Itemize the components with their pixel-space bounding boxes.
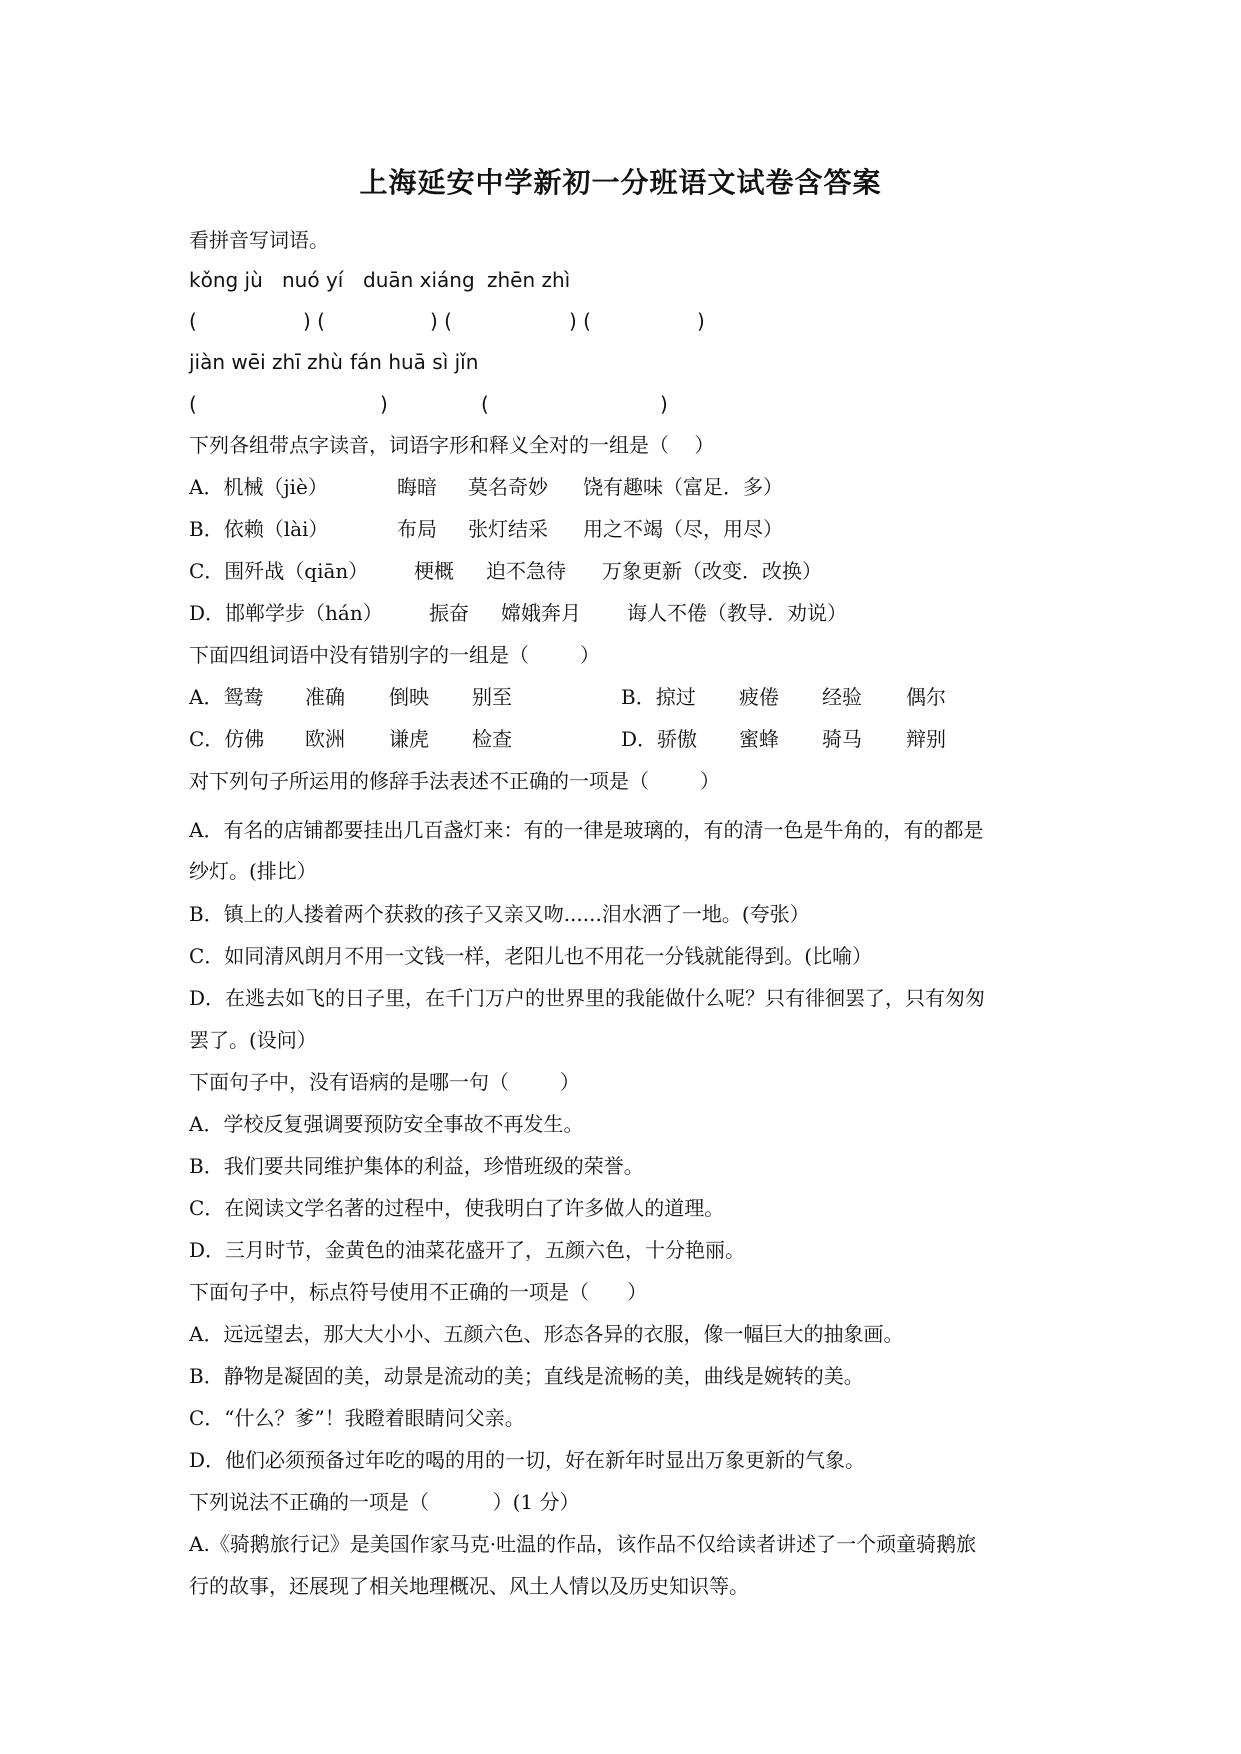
q4-line: D．在逃去如飞的日子里，在千门万户的世界里的我能做什么呢？只有徘徊罢了，只有匆匆 bbox=[189, 986, 986, 1010]
pinyin-item: duān xiáng bbox=[363, 268, 475, 292]
q5-option: D．三月时节，金黄色的油菜花盛开了，五颜六色，十分艳丽。 bbox=[189, 1238, 746, 1262]
q3-word: 疲倦 bbox=[739, 685, 779, 709]
q3-word: 经验 bbox=[822, 685, 862, 709]
answer-blank-open: ( bbox=[189, 309, 197, 333]
q4-stem: 对下列句子所运用的修辞手法表述不正确的一项是（ ） bbox=[189, 769, 720, 793]
q3-word: D．骄傲 bbox=[621, 727, 698, 751]
pinyin-item: fán huā sì jǐn bbox=[350, 350, 479, 374]
answer-blank-close: ) bbox=[697, 309, 705, 333]
q1-prompt: 看拼音写词语。 bbox=[189, 228, 329, 252]
q2-option-b-word2: 布局 bbox=[397, 517, 437, 541]
q5-option: B．我们要共同维护集体的利益，珍惜班级的荣誉。 bbox=[189, 1154, 644, 1178]
q6-option: A．远远望去，那大大小小、五颜六色、形态各异的衣服，像一幅巨大的抽象画。 bbox=[189, 1322, 904, 1346]
q3-word: 别至 bbox=[472, 685, 512, 709]
q2-option-a-word1: A．机械（jiè） bbox=[189, 475, 328, 499]
q2-option-d-word3: 嫦娥奔月 bbox=[501, 601, 581, 625]
q3-word: B．掠过 bbox=[621, 685, 696, 709]
q4-line: 罢了。(设问） bbox=[189, 1028, 317, 1052]
q3-word: 辩别 bbox=[906, 727, 946, 751]
q2-option-d-word4: 诲人不倦（教导．劝说） bbox=[627, 601, 847, 625]
q2-option-c-word2: 梗概 bbox=[414, 559, 454, 583]
q4-line: A．有名的店铺都要挂出几百盏灯来：有的一律是玻璃的，有的清一色是牛角的，有的都是 bbox=[189, 818, 984, 842]
answer-blank-close: ) bbox=[380, 392, 388, 416]
q7-line: 行的故事，还展现了相关地理概况、风土人情以及历史知识等。 bbox=[189, 1574, 749, 1598]
q5-option: C．在阅读文学名著的过程中，使我明白了许多做人的道理。 bbox=[189, 1196, 725, 1220]
q6-stem: 下面句子中，标点符号使用不正确的一项是（ ） bbox=[189, 1280, 648, 1304]
q2-option-c-word1: C．围歼战（qiān） bbox=[189, 559, 369, 583]
q2-option-b-word4: 用之不竭（尽，用尽） bbox=[583, 517, 783, 541]
q3-stem: 下面四组词语中没有错别字的一组是（ ） bbox=[189, 643, 600, 667]
q2-option-c-word3: 迫不急待 bbox=[486, 559, 566, 583]
pinyin-item: nuó yí bbox=[282, 268, 344, 292]
q3-word: 倒映 bbox=[389, 685, 429, 709]
q3-word: A．鸳鸯 bbox=[189, 685, 264, 709]
q7-line: A.《骑鹅旅行记》是美国作家马克·吐温的作品，该作品不仅给读者讲述了一个顽童骑鹅旅 bbox=[189, 1532, 977, 1556]
q2-option-c-word4: 万象更新（改变．改换） bbox=[602, 559, 822, 583]
q5-stem: 下面句子中，没有语病的是哪一句（ ） bbox=[189, 1070, 580, 1094]
q6-option: B．静物是凝固的美，动景是流动的美；直线是流畅的美，曲线是婉转的美。 bbox=[189, 1364, 864, 1388]
q3-word: 偶尔 bbox=[906, 685, 946, 709]
q3-word: 准确 bbox=[305, 685, 345, 709]
answer-blank-close: ) bbox=[660, 392, 668, 416]
pinyin-item: zhēn zhì bbox=[487, 268, 571, 292]
q2-option-a-word2: 晦暗 bbox=[397, 475, 437, 499]
q5-option: A．学校反复强调要预防安全事故不再发生。 bbox=[189, 1112, 584, 1136]
q2-option-a-word3: 莫名奇妙 bbox=[468, 475, 548, 499]
answer-blank-open: ( bbox=[189, 392, 197, 416]
q2-option-b-word1: B．依赖（lài） bbox=[189, 517, 329, 541]
q4-line: C．如同清风朗月不用一文钱一样，老阳儿也不用花一分钱就能得到。(比喻） bbox=[189, 944, 873, 968]
q4-line: B．镇上的人搂着两个获救的孩子又亲又吻......泪水洒了一地。(夸张） bbox=[189, 902, 810, 926]
q3-word: C．仿佛 bbox=[189, 727, 265, 751]
q3-word: 谦虎 bbox=[389, 727, 429, 751]
q6-option: D．他们必须预备过年吃的喝的用的一切，好在新年时显出万象更新的气象。 bbox=[189, 1448, 866, 1472]
answer-blank-separator: ) ( bbox=[303, 309, 325, 333]
q3-word: 蜜蜂 bbox=[739, 727, 779, 751]
q7-stem: 下列说法不正确的一项是（ ）(1 分） bbox=[189, 1490, 580, 1514]
q2-stem: 下列各组带点字读音，词语字形和释义全对的一组是（ ） bbox=[189, 433, 715, 457]
q3-word: 检查 bbox=[472, 727, 512, 751]
q6-option: C．“什么？爹”！我瞪着眼睛问父亲。 bbox=[189, 1406, 525, 1430]
answer-blank-separator: ) ( bbox=[430, 309, 452, 333]
q2-option-d-word2: 振奋 bbox=[429, 601, 469, 625]
page-title: 上海延安中学新初一分班语文试卷含答案 bbox=[359, 166, 882, 199]
pinyin-item: jiàn wēi zhī zhù bbox=[189, 350, 343, 374]
q3-word: 骑马 bbox=[822, 727, 862, 751]
q2-option-d-word1: D．邯郸学步（hán） bbox=[189, 601, 383, 625]
q3-word: 欧洲 bbox=[305, 727, 345, 751]
q2-option-a-word4: 饶有趣味（富足．多） bbox=[583, 475, 783, 499]
answer-blank-separator: ) ( bbox=[569, 309, 591, 333]
answer-blank-open: ( bbox=[481, 392, 489, 416]
q2-option-b-word3: 张灯结采 bbox=[468, 517, 548, 541]
pinyin-item: kǒng jù bbox=[189, 268, 263, 292]
q4-line: 纱灯。(排比） bbox=[189, 859, 317, 883]
